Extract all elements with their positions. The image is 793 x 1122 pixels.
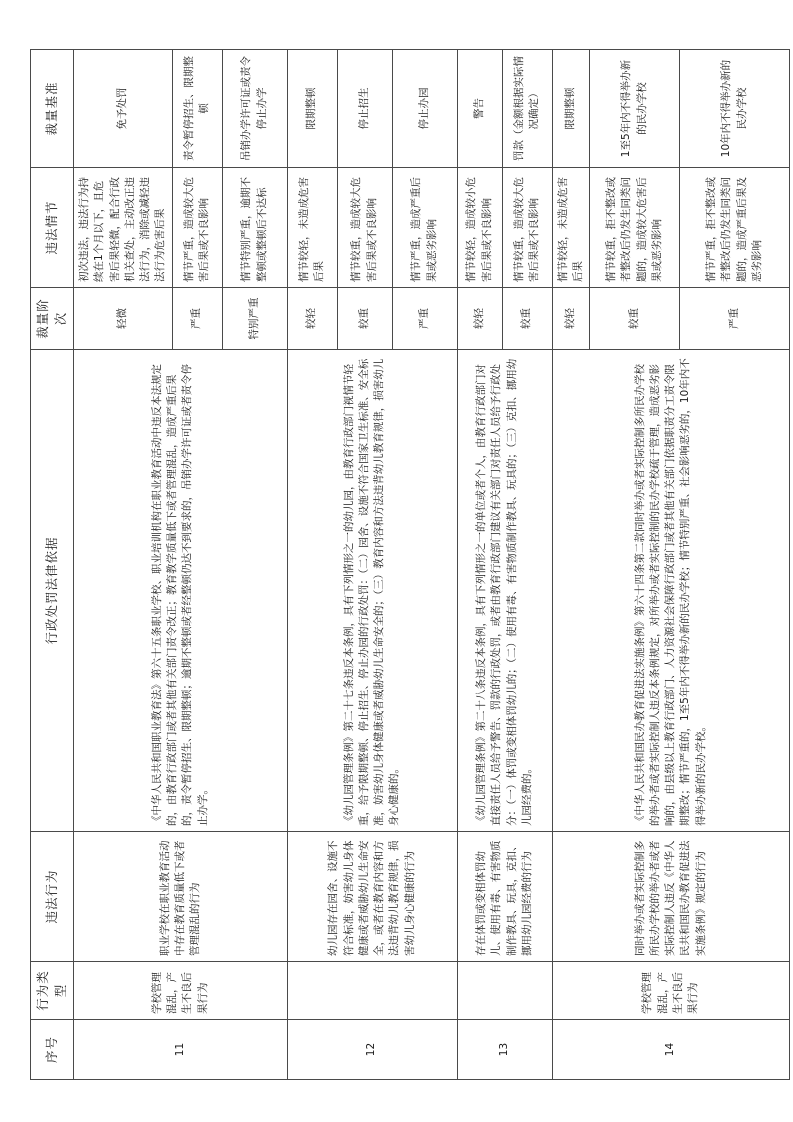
table-header-row xyxy=(31,50,74,1080)
header-type: 行为类型 xyxy=(31,962,74,1020)
table-row xyxy=(74,50,172,1080)
header-standard: 裁量基准 xyxy=(31,50,74,168)
behavior-type xyxy=(457,962,552,1020)
discretion-level: 较轻 xyxy=(287,288,337,350)
discretion-standard: 罚款（金额根据实际情况确定） xyxy=(502,50,552,168)
header-basis: 行政处罚法律依据 xyxy=(31,350,74,832)
violation-circumstance: 情节严重，拒不整改或者整改后仍发生同类问题的，造成严重后果及恶劣影响 xyxy=(680,168,790,288)
discretion-standard: 限期整顿 xyxy=(552,50,589,168)
illegal-behavior: 同时举办或者实际控制多所民办学校的举办者或者实际控制人违反《中华人民共和国民办教育促进法实施条例》规定的行为 xyxy=(552,832,789,962)
table-row xyxy=(552,50,589,1080)
discretion-standard: 停止办园 xyxy=(392,50,457,168)
row-number: 12 xyxy=(287,1020,457,1080)
discretion-standard: 警告 xyxy=(457,50,502,168)
discretion-standard: 吊销办学许可证或责令停止办学 xyxy=(222,50,287,168)
discretion-standard: 限期整顿 xyxy=(287,50,337,168)
legal-basis: 《幼儿园管理条例》第二十七条违反本条例，具有下列情形之一的幼儿园，由教育行政部门视情节轻重，给予限期整顿、停止招生、停止办园的行政处罚：（二）园舍、设施不符合国家卫生标准、安全标准，妨害幼儿身体健康或者威胁幼儿生命安全的；（三）教育内容和方法违背幼儿教育规律，损害幼儿身心健康的。 xyxy=(287,350,457,832)
penalty-discretion-table xyxy=(30,49,790,1080)
illegal-behavior: 幼儿园存在园舍、设施不符合标准，妨害幼儿身体健康或者威胁幼儿生命安全，或者在教育内容和方法违背幼儿教育规律，损害幼儿身心健康的行为 xyxy=(287,832,457,962)
legal-basis: 《中华人民共和国职业教育法》第六十五条职业学校、职业培训机构在职业教育活动中违反本法规定的，由教育行政部门或者其他有关部门责令改正；教育教学质量低下或者管理混乱，造成严重后果的，责令暂停招生、限期整顿；逾期不整顿或者经整顿仍达不到要求的，吊销办学许可证或者责令停止办学。 xyxy=(74,350,287,832)
row-number: 11 xyxy=(74,1020,287,1080)
discretion-standard: 停止招生 xyxy=(337,50,392,168)
violation-circumstance: 情节较轻，未造成危害后果 xyxy=(552,168,589,288)
behavior-type: 学校管理混乱，产生不良后果行为 xyxy=(74,962,287,1020)
header-level: 裁量阶次 xyxy=(31,288,74,350)
legal-basis: 《幼儿园管理条例》第二十八条违反本条例，具有下列情形之一的单位或者个人，由教育行政部门对直接责任人员给予警告、罚款的行政处罚，或者由教育行政部门建议有关部门对责任人员给予行政处分：（一）体罚或变相体罚幼儿的；（二）使用有毒、有害物质制作教具、玩具的；（三）克扣、挪用幼儿园经费的。 xyxy=(457,350,552,832)
table-row xyxy=(287,50,337,1080)
row-number: 14 xyxy=(552,1020,789,1080)
illegal-behavior: 职业学校在职业教育活动中存在教育质量低下或者管理混乱的行为 xyxy=(74,832,287,962)
violation-circumstance: 情节较重，造成较大危害后果或不良影响 xyxy=(502,168,552,288)
discretion-standard: 10年内不得举办新的民办学校 xyxy=(680,50,790,168)
discretion-level: 特别严重 xyxy=(222,288,287,350)
discretion-standard: 1至5年内不得举办新的民办学校 xyxy=(590,50,680,168)
violation-circumstance: 初次违法，违法行为持续在1个月以下，且危害后果轻微，配合行政机关查处，主动改正违法行为，消除或减轻违法行为危害后果 xyxy=(74,168,172,288)
behavior-type xyxy=(287,962,457,1020)
violation-circumstance: 情节较轻，未造成危害后果 xyxy=(287,168,337,288)
discretion-level: 严重 xyxy=(680,288,790,350)
row-number: 13 xyxy=(457,1020,552,1080)
header-circumstance: 违法情节 xyxy=(31,168,74,288)
header-no: 序号 xyxy=(31,1020,74,1080)
discretion-level: 较重 xyxy=(337,288,392,350)
discretion-level: 严重 xyxy=(172,288,222,350)
discretion-level: 较轻 xyxy=(552,288,589,350)
violation-circumstance: 情节较重，造成较大危害后果或不良影响 xyxy=(337,168,392,288)
discretion-standard: 责令暂停招生、限期整顿 xyxy=(172,50,222,168)
discretion-level: 较轻 xyxy=(457,288,502,350)
violation-circumstance: 情节严重，造成严重后果或恶劣影响 xyxy=(392,168,457,288)
legal-basis: 《中华人民共和国民办教育促进法实施条例》第六十四条第二款同时举办或者实际控制多所民办学校的举办者或者实际控制人违反本条例规定，对所举办或者实际控制的民办学校疏于管理，造成恶劣影响的，由县级以上教育行政部门、人力资源社会保障行政部门或者其他有关部门依据职责分工责令限期整改；情节严重的，1至5年内不得举办新的民办学校；情节特别严重、社会影响恶劣的，10年内不得举办新的民办学校。 xyxy=(552,350,789,832)
discretion-level: 较重 xyxy=(590,288,680,350)
table-row xyxy=(457,50,502,1080)
discretion-level: 严重 xyxy=(392,288,457,350)
discretion-standard: 免予处罚 xyxy=(74,50,172,168)
discretion-level: 较重 xyxy=(502,288,552,350)
illegal-behavior: 存在体罚或变相体罚幼儿、使用有毒、有害物质制作教具、玩具，克扣、挪用幼儿园经费的行为 xyxy=(457,832,552,962)
header-behavior: 违法行为 xyxy=(31,832,74,962)
discretion-level: 轻微 xyxy=(74,288,172,350)
behavior-type: 学校管理混乱，产生不良后果行为 xyxy=(552,962,789,1020)
rotated-table-container xyxy=(30,50,765,1080)
violation-circumstance: 情节特别严重，逾期不整顿或整顿后不达标 xyxy=(222,168,287,288)
violation-circumstance: 情节严重，造成较大危害后果或不良影响 xyxy=(172,168,222,288)
violation-circumstance: 情节较重，拒不整改或者整改后仍发生同类问题的，造成较大危害后果或恶劣影响 xyxy=(590,168,680,288)
violation-circumstance: 情节较轻，造成较小危害后果或不良影响 xyxy=(457,168,502,288)
